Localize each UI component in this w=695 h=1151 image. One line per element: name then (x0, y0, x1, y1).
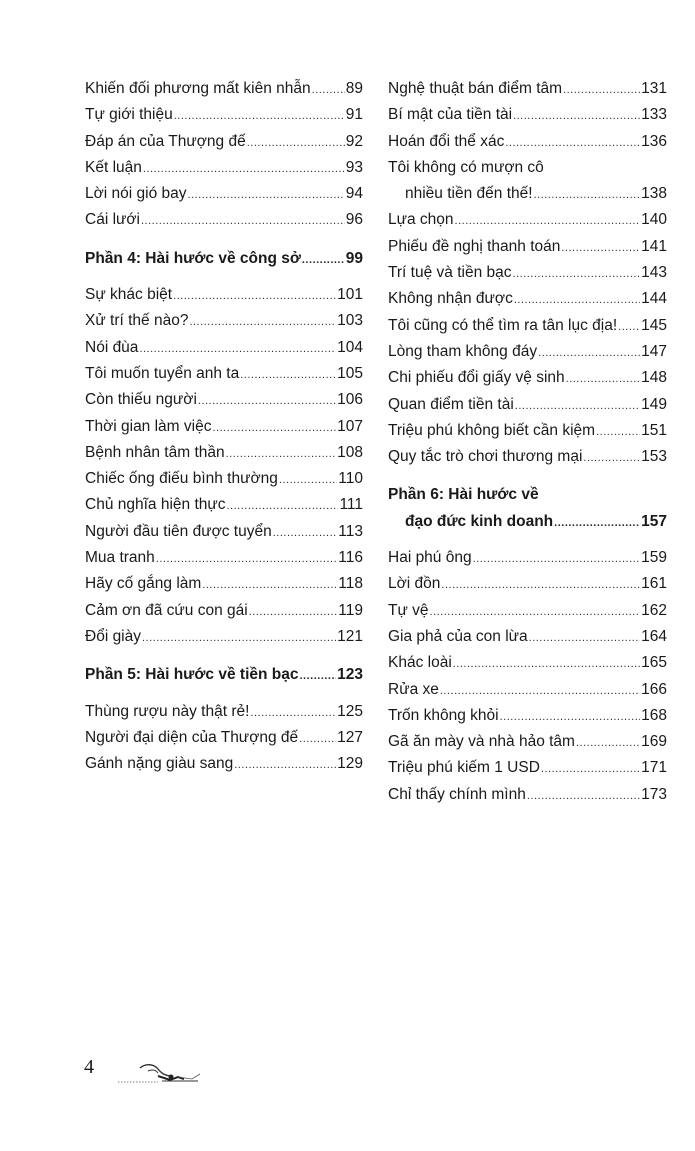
toc-entry (85, 466, 363, 492)
skier-ornament-icon (118, 1060, 204, 1086)
toc-entry (388, 129, 667, 155)
leader-dots (441, 571, 640, 598)
toc-entry-page: 111 (339, 496, 363, 514)
leader-dots (563, 76, 640, 103)
toc-entry (85, 335, 363, 361)
toc-entry-page: 138 (641, 185, 667, 203)
leader-dots (505, 129, 640, 156)
leader-dots (174, 102, 345, 129)
toc-entry-title: Lời nói gió bay (85, 185, 187, 203)
toc-entry (85, 699, 363, 725)
toc-entry-page: 91 (345, 106, 363, 124)
toc-entry-page: 96 (345, 211, 363, 229)
toc-entry-title: Kết luận (85, 158, 142, 176)
part-page: 123 (337, 666, 363, 684)
leader-dots (143, 155, 345, 182)
toc-entry (388, 598, 667, 624)
toc-part-heading (388, 509, 667, 535)
toc-entry-title: Khác loài (388, 654, 452, 672)
toc-entry-page: 113 (338, 522, 363, 540)
leader-dots (596, 418, 640, 445)
toc-entry-title: Lựa chọn (388, 211, 454, 229)
toc-entry-title: Triệu phú kiếm 1 USD (388, 759, 540, 777)
leader-dots (247, 129, 345, 156)
leader-dots (312, 76, 345, 103)
leader-dots (529, 624, 640, 651)
toc-entry-title: Sự khác biệt (85, 286, 173, 304)
leader-dots (576, 729, 640, 756)
toc-entry-title: nhiều tiền đến thế! (405, 185, 533, 203)
toc-entry (388, 650, 667, 676)
toc-entry-title: Chủ nghĩa hiện thực (85, 496, 226, 514)
toc-entry-page: 125 (337, 702, 363, 720)
toc-entry-page: 89 (345, 80, 363, 97)
toc-entry (388, 545, 667, 571)
toc-entry-page: 165 (641, 654, 667, 672)
toc-entry-title: Xử trí thế nào? (85, 312, 189, 330)
toc-entry-title: Nói đùa (85, 338, 139, 356)
toc-entry-title: Triệu phú không biết cần kiệm (388, 421, 596, 439)
toc-entry (85, 181, 363, 207)
toc-entry-title: Gã ăn mày và nhà hảo tâm (388, 733, 575, 751)
toc-entry-page: 148 (641, 369, 667, 387)
leader-dots (279, 466, 337, 493)
toc-entry-title: Tự giới thiệu (85, 106, 173, 124)
toc-entry (388, 392, 667, 418)
toc-entry-title: Bí mật của tiền tài (388, 106, 513, 124)
toc-entry (85, 129, 363, 155)
leader-dots (202, 571, 337, 598)
toc-entry-title: Thùng rượu này thật rẻ! (85, 702, 250, 720)
leader-dots (226, 440, 337, 467)
leader-dots (430, 598, 641, 625)
toc-entry-page: 166 (641, 680, 667, 698)
toc-entry (388, 339, 667, 365)
toc-entry-page: 129 (337, 755, 363, 773)
toc-entry-title: Gia phả của con lừa (388, 627, 528, 645)
toc-entry-page: 147 (641, 342, 667, 360)
toc-entry-title: Chỉ thấy chính mình (388, 785, 526, 803)
toc-entry-title: Cảm ơn đã cứu con gái (85, 601, 248, 619)
toc-entry-title: Chiếc ống điếu bình thường (85, 470, 278, 488)
leader-dots (554, 509, 640, 536)
leader-dots (527, 782, 640, 809)
toc-entry-title: Tự vệ (388, 601, 429, 619)
toc-left-column (85, 76, 363, 777)
toc-entry-page: 168 (641, 706, 667, 724)
leader-dots (249, 598, 338, 625)
toc-entry-page: 92 (345, 132, 363, 150)
toc-entry (85, 361, 363, 387)
leader-dots (250, 699, 336, 726)
leader-dots (212, 414, 336, 441)
toc-entry-page: 106 (337, 391, 363, 409)
leader-dots (515, 392, 640, 419)
toc-entry-page: 133 (641, 106, 667, 124)
toc-entry-title: Chi phiếu đổi giấy vệ sinh (388, 369, 565, 387)
leader-dots (473, 545, 641, 572)
toc-entry-title: Đổi giày (85, 627, 141, 645)
toc-entry-title: Hai phú ông (388, 549, 472, 567)
toc-entry-page: 121 (337, 627, 363, 645)
toc-entry (388, 571, 667, 597)
leader-dots (299, 725, 336, 752)
toc-entry-page: 149 (641, 395, 667, 413)
toc-entry-page: 101 (337, 286, 363, 304)
toc-entry (388, 729, 667, 755)
toc-entry (85, 414, 363, 440)
toc-part-heading (85, 662, 363, 688)
toc-entry-title: Hoán đổi thể xác (388, 132, 505, 150)
toc-entry (85, 545, 363, 571)
toc-entry (85, 492, 363, 518)
leader-dots (302, 246, 345, 273)
leader-dots (156, 545, 337, 572)
part-page: 99 (345, 249, 363, 267)
toc-entry-title: Đáp án của Thượng đế (85, 132, 246, 150)
toc-entry-title: Trí tuệ và tiền bạc (388, 264, 512, 282)
toc-entry-title: Trốn không khỏi (388, 706, 499, 724)
leader-dots (453, 650, 640, 677)
toc-entry-page: 108 (337, 443, 363, 461)
toc-entry-title: Tôi cũng có thể tìm ra tân lục địa! (388, 316, 618, 334)
toc-entry-title: Người đại diện của Thượng đế (85, 728, 299, 746)
toc-entry-title: Không nhận được (388, 290, 513, 308)
toc-entry-title: Quy tắc trò chơi thương mại (388, 448, 583, 466)
toc-entry-page: 116 (338, 549, 363, 567)
toc-entry (388, 677, 667, 703)
toc-entry-title: Người đầu tiên được tuyển (85, 522, 272, 540)
toc-entry-page: 118 (338, 575, 363, 593)
leader-dots (566, 365, 640, 392)
toc-entry (85, 387, 363, 413)
toc-entry-page: 104 (337, 338, 363, 356)
toc-entry-title: Cái lưới (85, 211, 140, 229)
leader-dots (198, 387, 336, 414)
toc-entry-title: Lòng tham không đáy (388, 342, 538, 360)
toc-entry-page: 119 (338, 601, 363, 619)
toc-entry-page: 144 (641, 290, 667, 308)
toc-entry (388, 703, 667, 729)
toc-entry (85, 751, 363, 777)
leader-dots (513, 102, 640, 129)
toc-entry (388, 181, 667, 207)
toc-entry-page: 143 (641, 264, 667, 282)
leader-dots (538, 339, 640, 366)
toc-entry (85, 440, 363, 466)
leader-dots (299, 662, 336, 689)
toc-entry (388, 444, 667, 470)
leader-dots (561, 234, 640, 261)
toc-entry-page: 153 (641, 448, 667, 466)
toc-entry-page: 136 (641, 132, 667, 150)
toc-entry (85, 624, 363, 650)
toc-entry (85, 725, 363, 751)
toc-entry-page: 145 (641, 316, 667, 334)
toc-right-column (388, 76, 667, 808)
toc-entry-title: Khiến đối phương mất kiên nhẫn (85, 80, 311, 97)
toc-entry (85, 155, 363, 181)
toc-entry-page: 141 (641, 237, 667, 255)
toc-entry-title: Hãy cố gắng làm (85, 575, 202, 593)
toc-entry-page: 164 (641, 627, 667, 645)
toc-entry-page: 159 (641, 549, 667, 567)
toc-entry-page: 162 (641, 601, 667, 619)
toc-entry (388, 260, 667, 286)
toc-entry-page: 110 (338, 470, 363, 488)
toc-entry-title: Phiếu đề nghị thanh toán (388, 237, 561, 255)
toc-entry-title: Nghệ thuật bán điểm tâm (388, 80, 563, 97)
toc-part-heading (85, 246, 363, 272)
toc-entry-title: Còn thiếu người (85, 391, 197, 409)
toc-entry-title-line1: Tôi không có mượn cô (388, 158, 544, 176)
toc-entry-page: 151 (641, 421, 667, 439)
leader-dots (541, 755, 640, 782)
toc-entry-title: Mua tranh (85, 549, 155, 567)
toc-entry (85, 282, 363, 308)
toc-entry (85, 308, 363, 334)
leader-dots (440, 677, 640, 704)
toc-entry-page: 140 (641, 211, 667, 229)
leader-dots (500, 703, 641, 730)
leader-dots (189, 308, 336, 335)
toc-entry-page: 161 (641, 575, 667, 593)
toc-entry-page: 105 (337, 364, 363, 382)
toc-entry (388, 76, 667, 102)
toc-entry (388, 782, 667, 808)
toc-entry-page: 171 (641, 759, 667, 777)
toc-entry-title: Tôi muốn tuyển anh ta (85, 364, 240, 382)
leader-dots (514, 286, 640, 313)
toc-entry (85, 519, 363, 545)
toc-entry-title: Gánh nặng giàu sang (85, 755, 234, 773)
leader-dots (455, 207, 641, 234)
leader-dots (142, 624, 336, 651)
toc-entry (388, 755, 667, 781)
leader-dots (240, 361, 336, 388)
part-title-line1: Phần 6: Hài hước về (388, 486, 539, 504)
leader-dots (188, 181, 345, 208)
toc-entry-title: Lời đồn (388, 575, 441, 593)
toc-entry-page: 169 (641, 733, 667, 751)
leader-dots (534, 181, 641, 208)
leader-dots (273, 519, 338, 546)
leader-dots (513, 260, 641, 287)
leader-dots (234, 751, 336, 778)
leader-dots (618, 313, 640, 340)
toc-entry (388, 624, 667, 650)
toc-entry-title: Rửa xe (388, 680, 439, 698)
leader-dots (583, 444, 640, 471)
leader-dots (173, 282, 336, 309)
toc-entry-page: 94 (345, 185, 363, 203)
toc-entry (85, 571, 363, 597)
toc-entry (388, 102, 667, 128)
toc-entry (388, 286, 667, 312)
toc-entry (388, 207, 667, 233)
toc-entry-page: 173 (641, 785, 667, 803)
toc-entry-title: Thời gian làm việc (85, 417, 212, 435)
part-title: Phần 4: Hài hước về công sở (85, 249, 301, 267)
toc-entry-page: 103 (337, 312, 363, 330)
leader-dots (139, 335, 336, 362)
part-page: 157 (641, 512, 667, 530)
toc-entry (388, 418, 667, 444)
toc-entry (85, 207, 363, 233)
toc-entry-page: 131 (641, 80, 667, 97)
toc-entry (85, 76, 363, 102)
toc-entry-page: 107 (337, 417, 363, 435)
toc-entry (388, 234, 667, 260)
toc-entry-page: 93 (345, 158, 363, 176)
toc-entry (388, 313, 667, 339)
toc-entry-title: Quan điểm tiền tài (388, 395, 514, 413)
toc-entry (85, 598, 363, 624)
part-title: đạo đức kinh doanh (405, 512, 554, 530)
part-title: Phần 5: Hài hước về tiền bạc (85, 666, 299, 684)
leader-dots (227, 492, 339, 519)
page-number: 4 (84, 1056, 94, 1078)
toc-entry-title: Bệnh nhân tâm thần (85, 443, 225, 461)
toc-entry (388, 365, 667, 391)
toc-entry (85, 102, 363, 128)
leader-dots (141, 207, 345, 234)
toc-entry-page: 127 (337, 728, 363, 746)
